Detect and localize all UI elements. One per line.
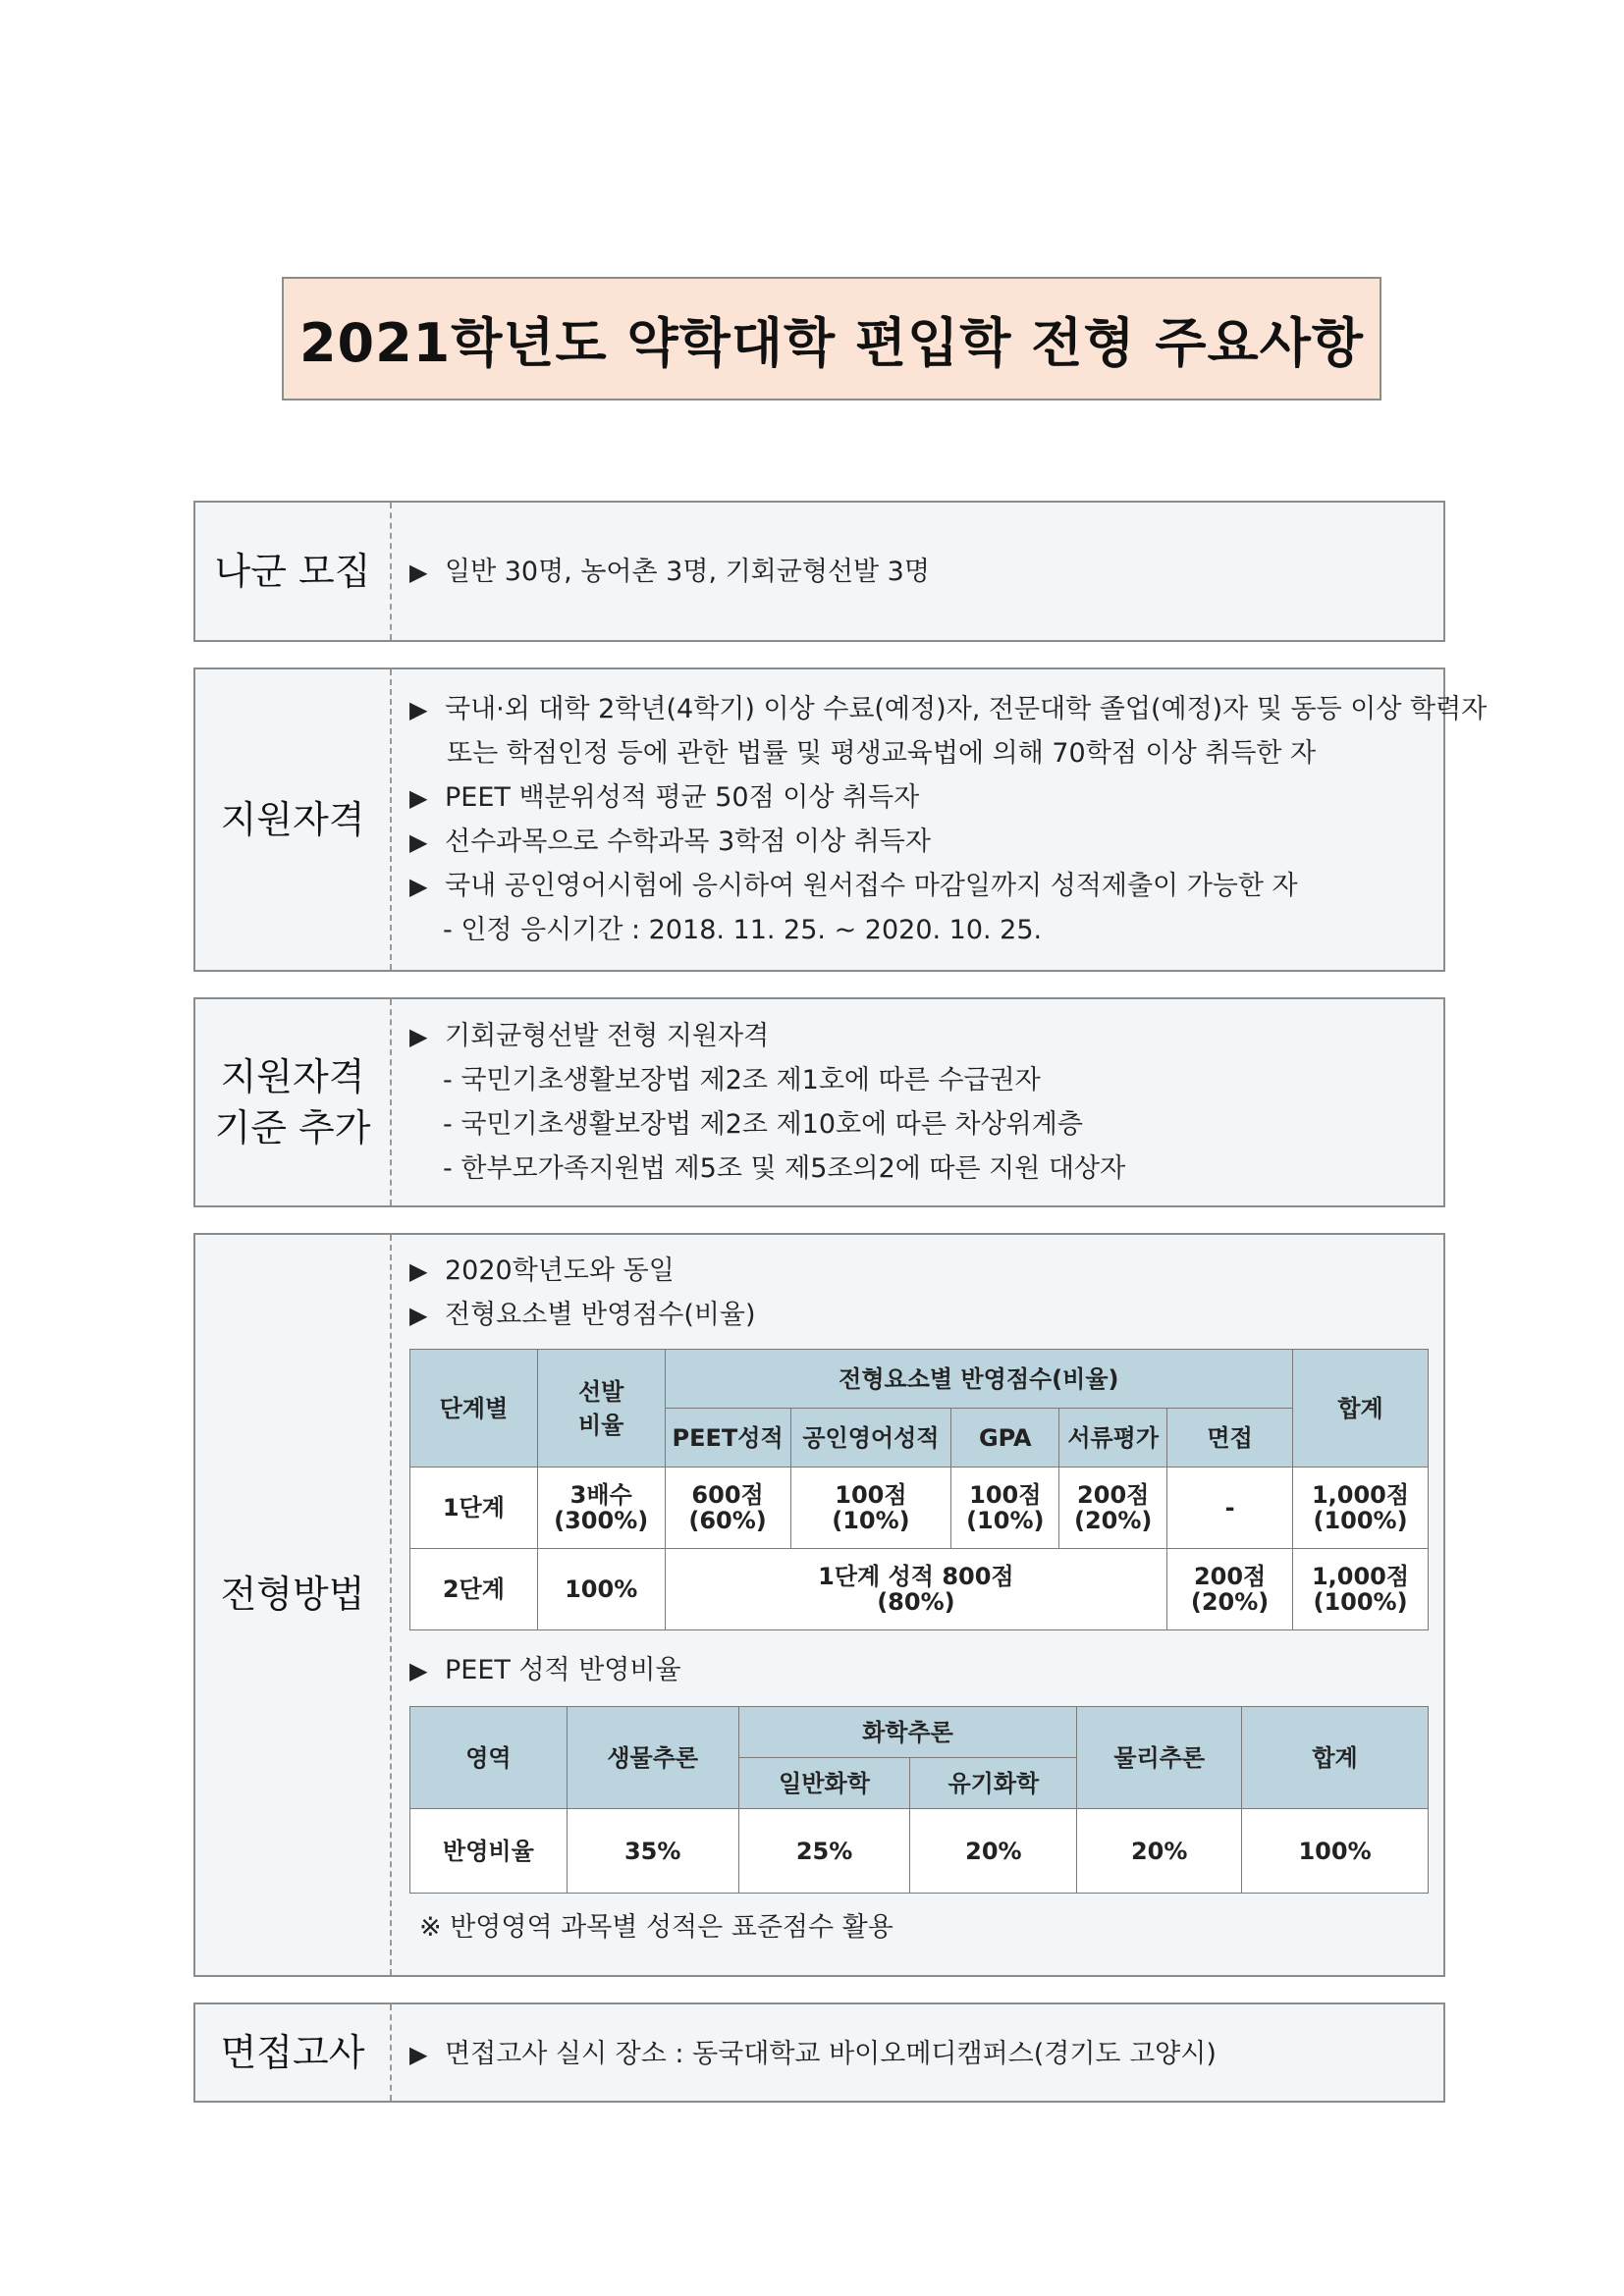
- peet-header-org-chem: 유기화학: [910, 1758, 1077, 1809]
- score-cell: 100점 (10%): [790, 1468, 951, 1549]
- score-cell: 200점 (20%): [1059, 1468, 1167, 1549]
- table-row: [410, 1549, 1429, 1630]
- bullet-triangle-icon: ▶: [409, 1657, 428, 1684]
- section-eligibility-content: [392, 669, 1487, 970]
- peet-cell: 반영비율: [410, 1809, 568, 1894]
- section-extra-content: [392, 999, 1443, 1205]
- list-item: ▶ 기회균형선발 전형 지원자격: [409, 1014, 1443, 1058]
- list-item: ▶ 전형요소별 반영점수(비율): [409, 1293, 1443, 1337]
- score-header-ratio: 선발 비율: [537, 1350, 665, 1468]
- peet-header-total: 합계: [1242, 1707, 1429, 1809]
- section-recruit-label: 나군 모집: [195, 503, 392, 640]
- peet-header-area: 영역: [410, 1707, 568, 1809]
- score-header-docs: 서류평가: [1059, 1409, 1167, 1468]
- bullet-triangle-icon: ▶: [409, 1257, 428, 1285]
- score-cell: -: [1167, 1468, 1293, 1549]
- score-header-peet: PEET성적: [665, 1409, 790, 1468]
- section-interview-label: 면접고사: [195, 2004, 392, 2101]
- list-item-continuation: 또는 학점인정 등에 관한 법률 및 평생교육법에 의해 70학점 이상 취득한 자: [447, 738, 1317, 769]
- list-subitem: - 인정 응시기간 : 2018. 11. 25. ~ 2020. 10. 25.: [443, 915, 1043, 945]
- list-item: ▶ PEET 성적 반영비율: [409, 1648, 1443, 1692]
- list-item: ▶ 면접고사 실시 장소 : 동국대학교 바이오메디캠퍼스(경기도 고양시): [409, 2032, 1443, 2076]
- score-cell: 1,000점 (100%): [1293, 1549, 1429, 1630]
- peet-cell: 20%: [910, 1809, 1077, 1894]
- list-item: ▶ PEET 백분위성적 평균 50점 이상 취득자: [409, 775, 1487, 820]
- peet-cell: 20%: [1077, 1809, 1242, 1894]
- document-title: 2021학년도 약학대학 편입학 전형 주요사항: [298, 311, 1365, 374]
- score-table: [409, 1349, 1429, 1630]
- score-header-stage: 단계별: [410, 1350, 538, 1468]
- bullet-triangle-icon: ▶: [409, 696, 428, 723]
- score-cell: 100점 (10%): [951, 1468, 1059, 1549]
- score-header-gpa: GPA: [951, 1409, 1059, 1468]
- list-subitem: - 국민기초생활보장법 제2조 제10호에 따른 차상위계층: [443, 1109, 1083, 1140]
- bullet-triangle-icon: ▶: [409, 559, 428, 586]
- score-cell: 2단계: [410, 1549, 538, 1630]
- method-note: ※ 반영영역 과목별 성적은 표준점수 활용: [419, 1912, 893, 1943]
- score-header-elements: 전형요소별 반영점수(비율): [665, 1350, 1292, 1409]
- list-item: ▶ 국내 공인영어시험에 응시하여 원서접수 마감일까지 성적제출이 가능한 자: [409, 864, 1487, 908]
- document-title-box: [282, 277, 1381, 400]
- score-header-interview: 면접: [1167, 1409, 1293, 1468]
- peet-header-bio: 생물추론: [567, 1707, 738, 1809]
- peet-header-gen-chem: 일반화학: [738, 1758, 910, 1809]
- score-cell: 600점 (60%): [665, 1468, 790, 1549]
- section-extra-label: 지원자격 기준 추가: [195, 999, 392, 1205]
- section-method: [193, 1233, 1445, 1977]
- list-subitem: - 한부모가족지원법 제5조 및 제5조의2에 따른 지원 대상자: [443, 1153, 1126, 1184]
- score-header-total: 합계: [1293, 1350, 1429, 1468]
- list-subitem: - 국민기초생활보장법 제2조 제1호에 따른 수급권자: [443, 1065, 1041, 1095]
- list-item: ▶ 국내·외 대학 2학년(4학기) 이상 수료(예정)자, 전문대학 졸업(예정)자 및 동등 이상 학력자: [409, 687, 1487, 731]
- table-row: [410, 1809, 1429, 1894]
- bullet-triangle-icon: ▶: [409, 1023, 428, 1050]
- score-cell: 3배수 (300%): [537, 1468, 665, 1549]
- list-item: ▶ 일반 30명, 농어촌 3명, 기회균형선발 3명: [409, 550, 1443, 594]
- bullet-triangle-icon: ▶: [409, 873, 428, 900]
- section-extra-eligibility: [193, 997, 1445, 1207]
- score-cell-merged: 1단계 성적 800점 (80%): [665, 1549, 1167, 1630]
- section-method-content: [392, 1235, 1443, 1975]
- section-interview: [193, 2002, 1445, 2103]
- score-cell: 1단계: [410, 1468, 538, 1549]
- table-row: [410, 1468, 1429, 1549]
- bullet-triangle-icon: ▶: [409, 784, 428, 812]
- bullet-triangle-icon: ▶: [409, 2041, 428, 2068]
- section-recruit: [193, 501, 1445, 642]
- score-cell: 100%: [537, 1549, 665, 1630]
- bullet-triangle-icon: ▶: [409, 1302, 428, 1329]
- list-item: ▶ 선수과목으로 수학과목 3학점 이상 취득자: [409, 820, 1487, 864]
- bullet-triangle-icon: ▶: [409, 828, 428, 856]
- peet-table: [409, 1706, 1429, 1894]
- score-cell: 200점 (20%): [1167, 1549, 1293, 1630]
- section-eligibility: [193, 667, 1488, 972]
- section-method-label: 전형방법: [195, 1235, 392, 1975]
- section-eligibility-label: 지원자격: [195, 669, 392, 970]
- score-cell: 1,000점 (100%): [1293, 1468, 1429, 1549]
- list-item: ▶ 2020학년도와 동일: [409, 1249, 1443, 1293]
- peet-cell: 100%: [1242, 1809, 1429, 1894]
- peet-header-phys: 물리추론: [1077, 1707, 1242, 1809]
- peet-cell: 35%: [567, 1809, 738, 1894]
- section-recruit-content: [392, 503, 1443, 640]
- peet-cell: 25%: [738, 1809, 910, 1894]
- score-header-english: 공인영어성적: [790, 1409, 951, 1468]
- peet-header-chem: 화학추론: [738, 1707, 1077, 1758]
- section-interview-content: [392, 2004, 1443, 2101]
